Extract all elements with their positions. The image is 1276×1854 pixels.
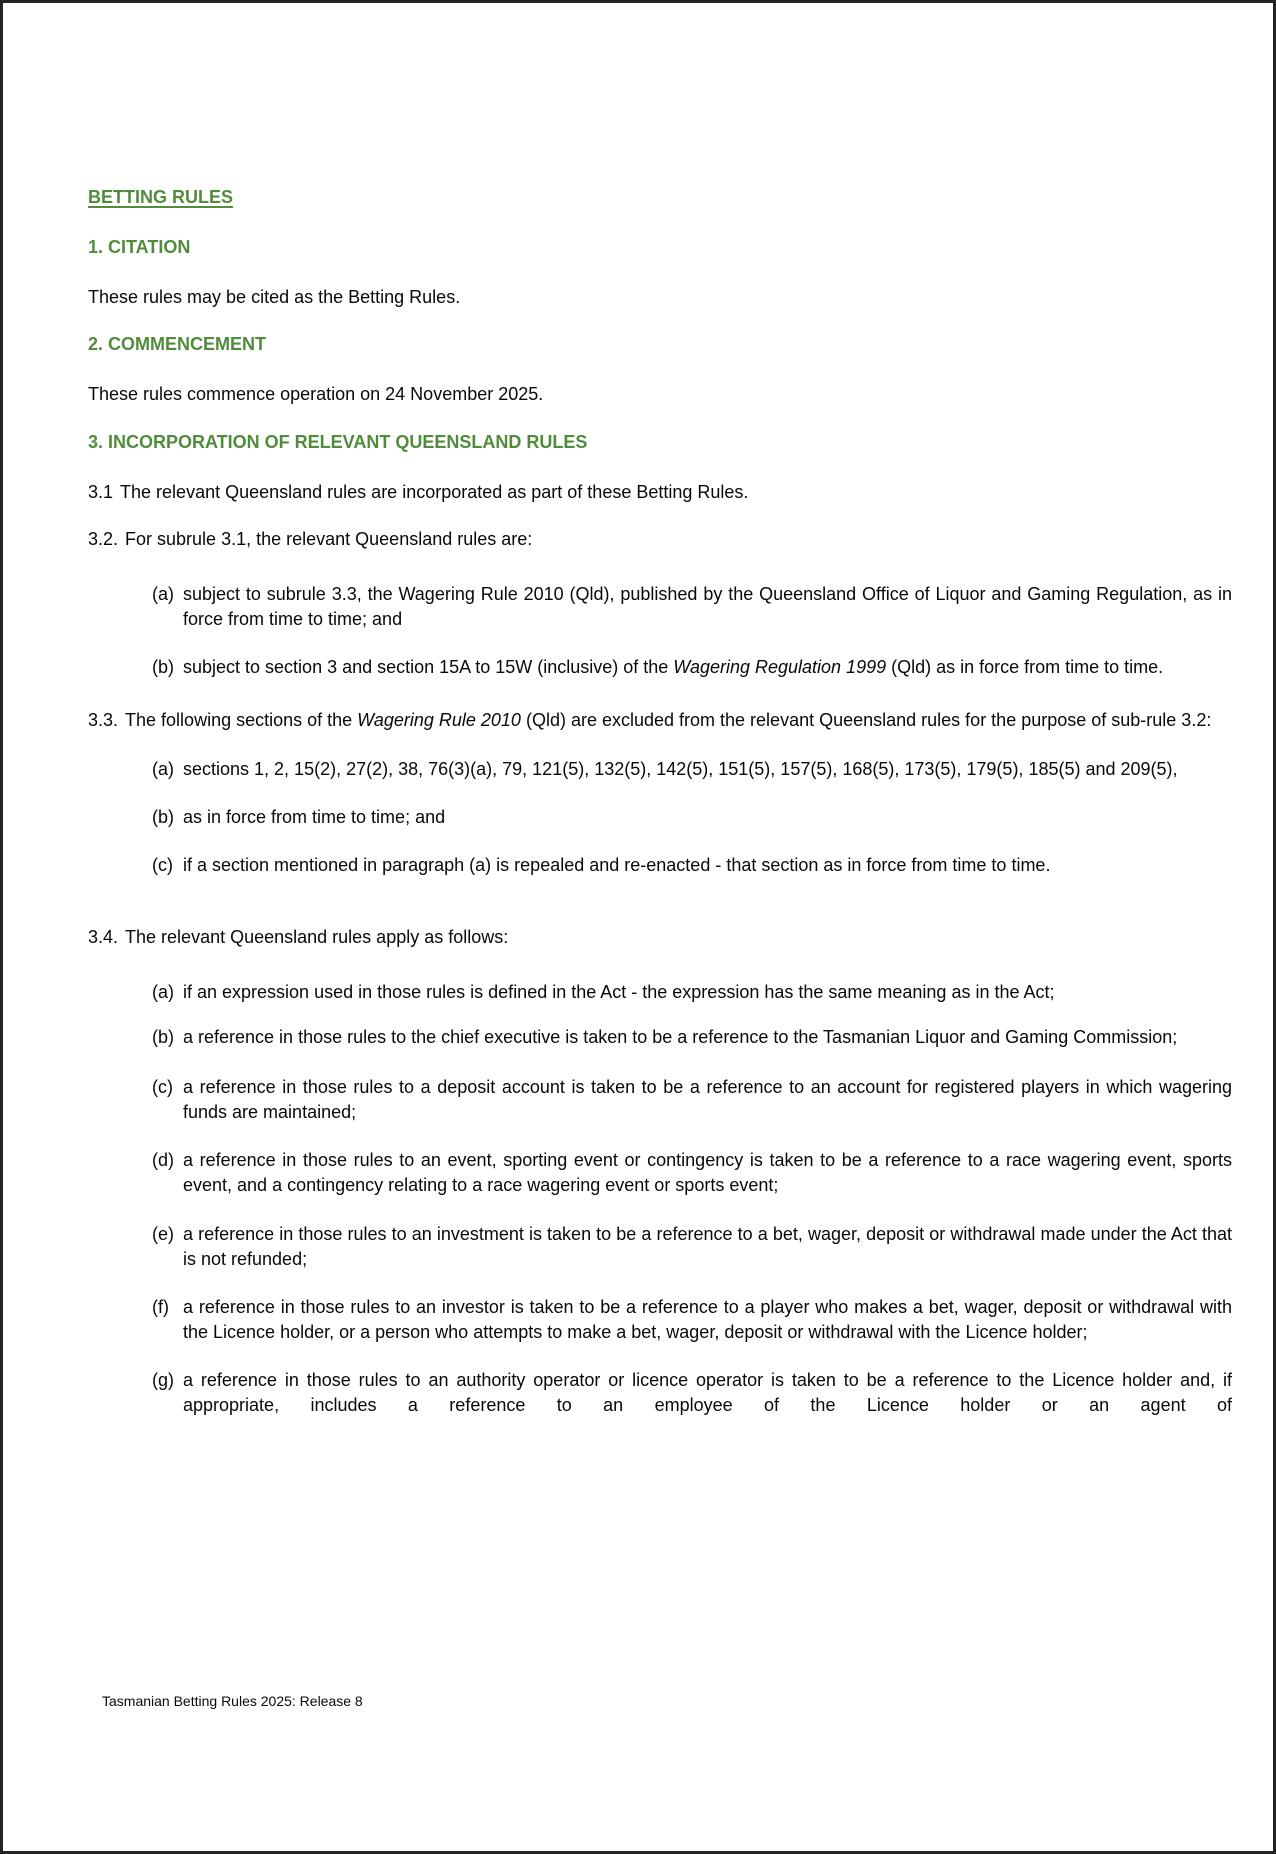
- rule-text-post: (Qld) are excluded from the relevant Queensland rules for the purpose of sub-rule 3.2:: [520, 710, 1212, 730]
- list-text: subject to subrule 3.3, the Wagering Rule 2010 (Qld), published by the Queensland Office of Liquor and Gaming Regulation, as in force from time to time; and: [183, 584, 1232, 629]
- list-text: a reference in those rules to the chief executive is taken to be a reference to the Tasmanian Liquor and Gaming Commission;: [183, 1027, 1178, 1047]
- rule-number: 3.2.: [88, 529, 119, 549]
- paragraph-citation: These rules may be cited as the Betting Rules.: [88, 287, 461, 307]
- list-text: a reference in those rules to a deposit account is taken to be a reference to an account for registered players in which wagering funds are maintained;: [183, 1077, 1232, 1122]
- rule-text: For subrule 3.1, the relevant Queensland rules are:: [125, 529, 533, 549]
- rule-number: 3.3.: [88, 710, 119, 730]
- list-marker: (c): [152, 855, 173, 875]
- rule-number: 3.4.: [88, 927, 119, 947]
- list-item-3-4-c: [88, 1075, 1232, 1125]
- list-item-3-3-a: [88, 757, 1232, 782]
- list-item-3-4-e: [88, 1222, 1232, 1272]
- cited-act-italic: Wagering Rule 2010: [357, 710, 521, 730]
- list-item-3-4-f: [88, 1295, 1232, 1345]
- list-item-3-3-b: [88, 805, 1232, 830]
- cited-act-italic: Wagering Regulation 1999: [673, 657, 887, 677]
- rule-3-1: [88, 480, 1232, 505]
- list-text: a reference in those rules to an investment is taken to be a reference to a bet, wager, deposit or withdrawal made under the Act that is not refunded;: [183, 1224, 1232, 1269]
- rule-text: The relevant Queensland rules apply as follows:: [125, 927, 509, 947]
- list-marker: (d): [152, 1150, 174, 1170]
- list-item-3-3-c: [88, 853, 1232, 878]
- list-text: a reference in those rules to an authority operator or licence operator is taken to be a reference to the Licence holder and, if appropriate, includes a reference to an employee of the Licence holder or an agent of: [183, 1370, 1232, 1415]
- list-marker: (f): [152, 1297, 169, 1317]
- list-text: sections 1, 2, 15(2), 27(2), 38, 76(3)(a), 79, 121(5), 132(5), 142(5), 151(5), 157(5), 168(5), 173(5), 179(5), 185(5) and 209(5),: [183, 759, 1178, 779]
- list-text: if an expression used in those rules is defined in the Act - the expression has the same meaning as in the Act;: [183, 982, 1055, 1002]
- rule-number: 3.1: [88, 482, 114, 502]
- list-marker: (b): [152, 807, 174, 827]
- rule-3-3: [88, 708, 1232, 733]
- list-marker: (c): [152, 1077, 173, 1097]
- list-text: [183, 657, 1163, 677]
- document-content: [3, 3, 1273, 1418]
- list-item-3-4-g: [88, 1368, 1232, 1418]
- list-item-3-2-a: [88, 582, 1232, 632]
- list-text: as in force from time to time; and: [183, 807, 446, 827]
- rule-3-4: [88, 925, 1232, 950]
- rule-3-2: [88, 527, 1232, 552]
- list-item-3-4-a: [88, 980, 1232, 1005]
- heading-citation: 1. CITATION: [88, 237, 191, 257]
- list-text-post: (Qld) as in force from time to time.: [886, 657, 1164, 677]
- list-marker: (a): [152, 759, 174, 779]
- heading-commencement: 2. COMMENCEMENT: [88, 334, 267, 354]
- rule-text: The relevant Queensland rules are incorporated as part of these Betting Rules.: [120, 482, 749, 502]
- list-text: a reference in those rules to an event, sporting event or contingency is taken to be a reference to a race wagering event, sports event, and a contingency relating to a race wagering event or sports event;: [183, 1150, 1232, 1195]
- paragraph-commencement: These rules commence operation on 24 November 2025.: [88, 384, 544, 404]
- list-marker: (b): [152, 1027, 174, 1047]
- list-marker: (e): [152, 1224, 174, 1244]
- list-text-pre: subject to section 3 and section 15A to 15W (inclusive) of the: [183, 657, 674, 677]
- heading-incorporation: 3. INCORPORATION OF RELEVANT QUEENSLAND RULES: [88, 432, 588, 452]
- list-item-3-2-b: [88, 655, 1232, 680]
- list-item-3-4-b: [88, 1025, 1232, 1050]
- list-text: a reference in those rules to an investor is taken to be a reference to a player who makes a bet, wager, deposit or withdrawal with the Licence holder, or a person who attempts to make a bet, wager, deposit or withdrawal with the Licence holder;: [183, 1297, 1232, 1342]
- list-marker: (b): [152, 657, 174, 677]
- rule-text: [125, 710, 1211, 730]
- document-title: BETTING RULES: [88, 187, 234, 207]
- list-item-3-4-d: [88, 1148, 1232, 1198]
- list-marker: (a): [152, 584, 174, 604]
- list-text: if a section mentioned in paragraph (a) is repealed and re-enacted - that section as in force from time to time.: [183, 855, 1051, 875]
- rule-text-pre: The following sections of the: [125, 710, 358, 730]
- page-footer: Tasmanian Betting Rules 2025: Release 8: [102, 1693, 363, 1709]
- list-marker: (a): [152, 982, 174, 1002]
- list-marker: (g): [152, 1370, 174, 1390]
